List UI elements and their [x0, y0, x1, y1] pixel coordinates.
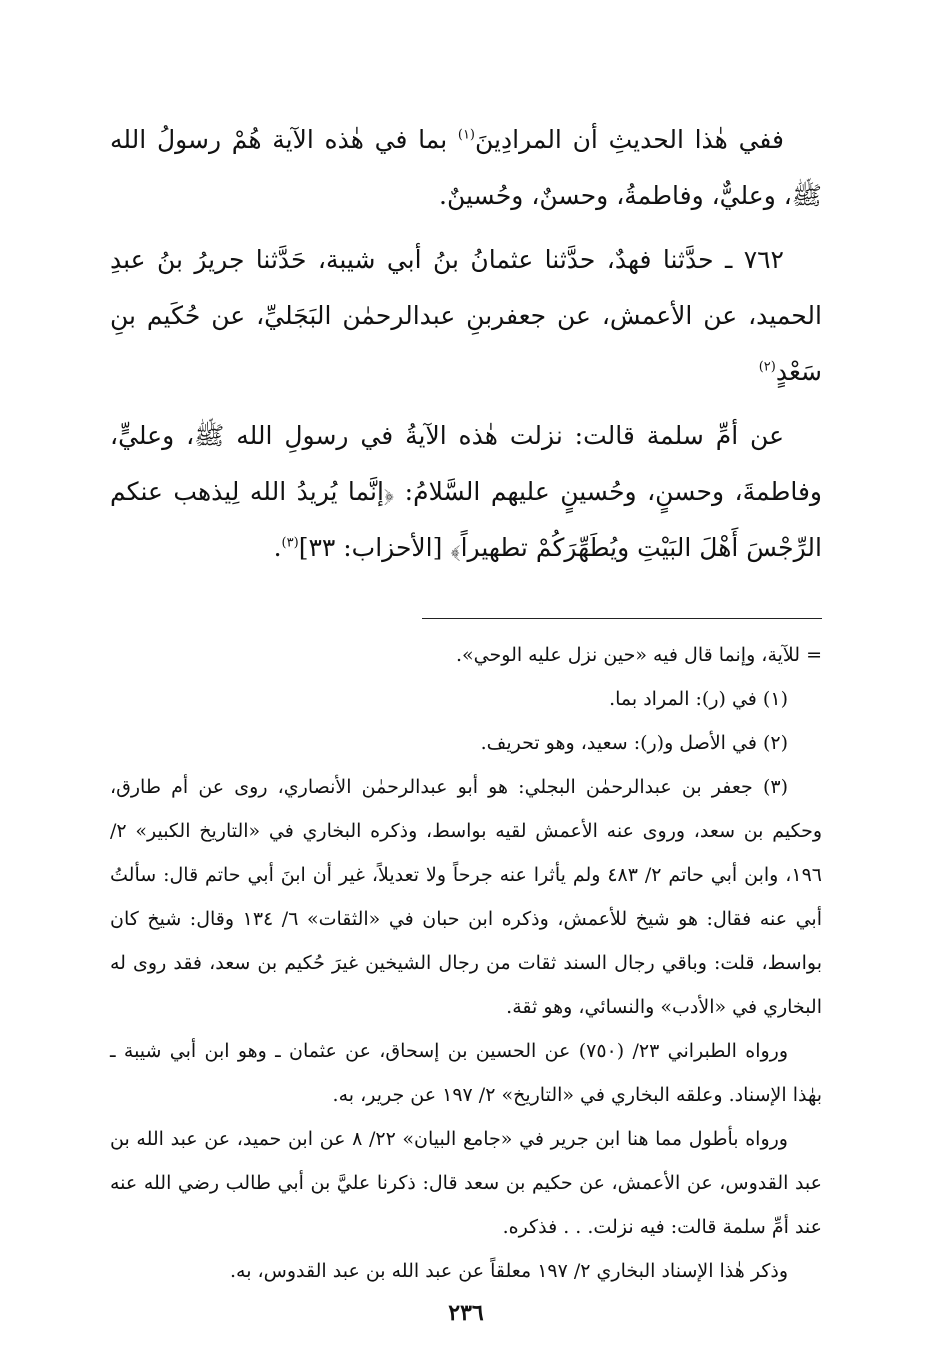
footnote-ref-2[interactable]: (٢): [758, 359, 776, 375]
hadith-762-isnad: ٧٦٢ ـ حدَّثنا فهدٌ، حدَّثنا عثمانُ بنُ أبي شيبة، حَدَّثنا جريرُ بنُ عبدِ الحميد، عن الأعمش، عن جعفربنِ عبدالرحمٰن البَجَليِّ، عن حُكَيم بنِ سَعْدٍ: [110, 245, 822, 386]
footnote-3-bukhari: وذكر هٰذا الإسناد البخاري ٢/ ١٩٧ معلقاً عن عبد الله بن عبد القدوس، به.: [229, 1260, 788, 1282]
footnote-separator: [422, 618, 822, 619]
footnote-ref-1[interactable]: (١): [457, 127, 475, 143]
footnote-3: (٣) جعفر بن عبدالرحمٰن البجلي: هو أبو عبدالرحمٰن الأنصاري، روى عن أم طارق، وحكيم بن سعد، وروى عنه الأعمش لقيه بواسط، وذكره البخاري في «التاريخ الكبير» ٢/ ١٩٦، وابن أبي حاتم ٢/ ٤٨٣ ولم يأثرا عنه جرحاً ولا تعديلاً، غير أن ابنَ أبي حاتم قال: سألتُ أبي عنه فقال: هو شيخ للأعمش، وذكره ابن حبان في «الثقات» ٦/ ١٣٤ وقال: شيخ كان بواسط، قلت: وباقي رجال السند ثقات من رجال الشيخين غيرَ حُكيم بن سعد، فقد روى له البخاري في «الأدب» والنسائي، وهو ثقة.: [110, 776, 823, 1018]
footnote-3-tabarani: ورواه الطبراني ٢٣/ (٧٥٠) عن الحسين بن إسحاق، عن عثمان ـ وهو ابن أبي شيبة ـ بهٰذا الإسناد. وعلقه البخاري في «التاريخ» ٢/ ١٩٧ عن جرير، به.: [110, 1040, 822, 1106]
footnote-2: (٢) في الأصل و(ر): سعيد، وهو تحريف.: [480, 732, 788, 754]
footnote-1: (١) في (ر): المراد بما.: [609, 688, 788, 710]
main-paragraph-1: [110, 112, 822, 224]
footnote-3-ibn-jarir: ورواه بأطول مما هنا ابن جرير في «جامع البيان» ٢٢/ ٨ عن ابن حميد، عن عبد الله بن عبد القدوس، عن الأعمش، عن حكيم بن سعد قال: ذكرنا عليَّ بن أبي طالب رضي الله عنه عند أمِّ سلمة قالت: فيه نزلت. . . فذكره.: [110, 1128, 822, 1238]
hadith-762-matn-text: عن أمِّ سلمة قالت: نزلت هٰذه الآيةُ في رسولِ الله ﷺ، وعليٍّ، وفاطمةَ، وحسنٍ، وحُسينٍ عليهم السَّلامُ: ﴿إنَّما يُريدُ الله لِيذهب عنكم الرِّجْسَ أَهْلَ البَيْتِ ويُطَهِّرَكُمْ تطهيراً﴾ [الأحزاب: ٣٣]: [110, 421, 822, 562]
page-number: ٢٣٦: [448, 1300, 484, 1326]
hadith-762-matn-end: .: [273, 533, 282, 562]
page-body: [110, 112, 822, 1293]
hadith-762: [110, 232, 822, 400]
main-paragraph-1-text: ففي هٰذا الحديثِ أن المرادِينَ: [475, 125, 784, 154]
main-paragraph-1-rest: بما في هٰذه الآية هُمْ رسولُ الله ﷺ، وعليٌّ، وفاطمةُ، وحسنٌ، وحُسينٌ.: [110, 125, 822, 210]
footnote-continuation: = للآية، وإنما قال فيه «حين نزل عليه الوحي».: [456, 644, 822, 666]
hadith-762-matn: [110, 408, 822, 576]
footnote-ref-3[interactable]: (٣): [281, 535, 299, 551]
